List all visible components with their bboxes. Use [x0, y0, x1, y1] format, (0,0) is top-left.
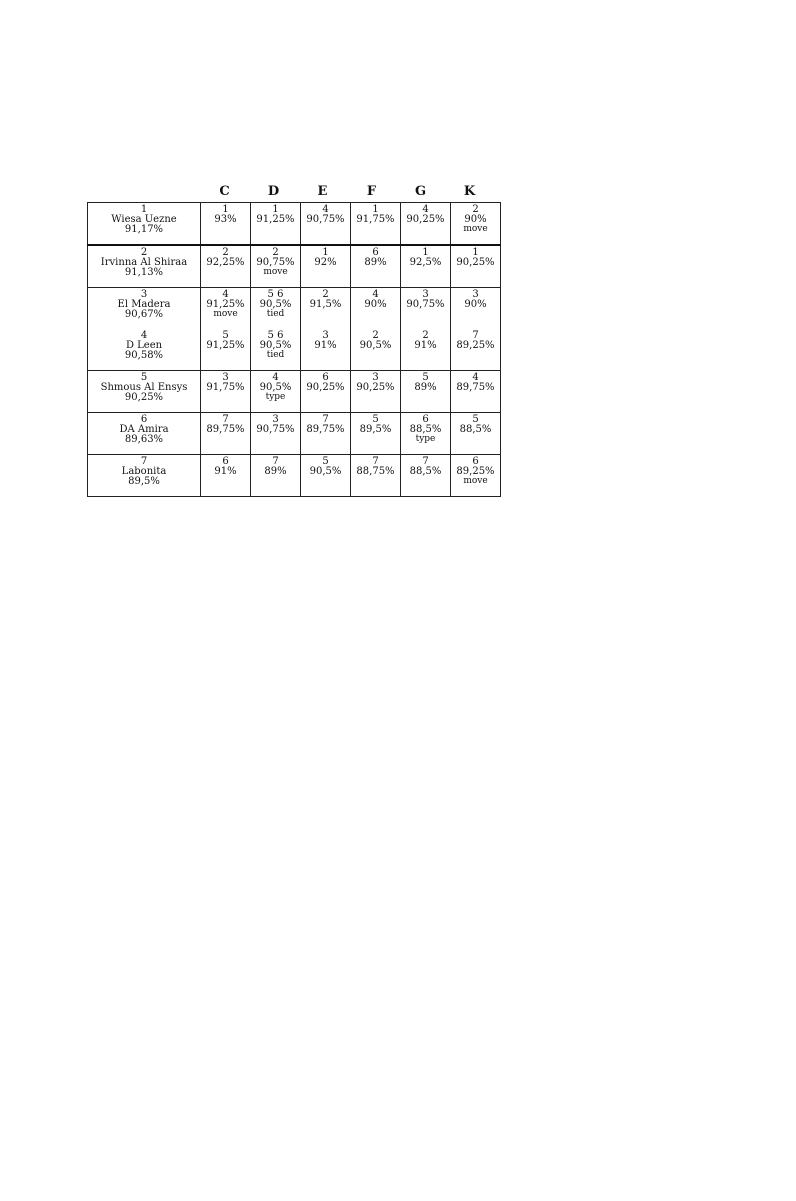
score-rank: 3	[372, 372, 379, 383]
score-cell	[301, 329, 351, 371]
score-cell	[301, 288, 351, 330]
score-rank: 2	[222, 247, 229, 258]
horse-rank: 6	[140, 414, 148, 425]
score-cell	[251, 288, 301, 330]
horse-average: 90,58%	[124, 350, 164, 361]
horse-name: Irvinna Al Shiraa	[100, 257, 188, 268]
score-rank: 6	[472, 456, 479, 467]
horse-cell	[88, 371, 201, 413]
score-percent: 91%	[314, 340, 337, 351]
score-percent: 88,5%	[409, 466, 442, 477]
score-percent: 91,25%	[206, 340, 245, 351]
score-cell	[201, 245, 251, 288]
score-percent: 91,5%	[309, 299, 342, 310]
score-percent: 90,25%	[306, 382, 345, 393]
score-percent: 90,5%	[259, 299, 292, 310]
score-cell	[351, 455, 401, 497]
score-percent: 90,5%	[259, 382, 292, 393]
score-percent: 89,75%	[306, 424, 345, 435]
score-cell	[251, 413, 301, 455]
results-table-body	[88, 203, 501, 497]
horse-name: DA Amira	[119, 424, 169, 435]
score-percent: 90,25%	[406, 214, 445, 225]
score-percent: 90%	[464, 299, 487, 310]
horse-name: El Madera	[117, 299, 171, 310]
score-cell	[451, 371, 501, 413]
score-percent: 89,75%	[206, 424, 245, 435]
table-row	[88, 371, 501, 413]
score-rank: 5 6	[267, 330, 284, 341]
horse-cell	[88, 329, 201, 371]
score-cell	[351, 371, 401, 413]
score-rank: 7	[272, 456, 279, 467]
score-rank: 3	[472, 289, 479, 300]
score-cell	[351, 329, 401, 371]
score-cell	[251, 203, 301, 246]
score-cell	[451, 455, 501, 497]
horse-rank: 2	[140, 247, 148, 258]
score-rank: 6	[422, 414, 429, 425]
score-rank: 5	[472, 414, 479, 425]
score-percent: 89%	[264, 466, 287, 477]
score-rank: 6	[222, 456, 229, 467]
score-cell	[201, 329, 251, 371]
horse-rank: 1	[140, 204, 148, 215]
score-cell	[451, 329, 501, 371]
score-percent: 89,25%	[456, 340, 495, 351]
score-rank: 4	[372, 289, 379, 300]
score-rank: 4	[272, 372, 279, 383]
score-percent: 89%	[364, 257, 387, 268]
score-cell	[201, 288, 251, 330]
score-percent: 90%	[364, 299, 387, 310]
score-percent: 90,5%	[259, 340, 292, 351]
score-percent: 90,5%	[309, 466, 342, 477]
horse-rank: 7	[140, 456, 148, 467]
score-percent: 91,25%	[206, 299, 245, 310]
score-rank: 3	[322, 330, 329, 341]
score-note: move	[463, 476, 488, 486]
score-percent: 89,75%	[456, 382, 495, 393]
score-percent: 89,25%	[456, 466, 495, 477]
horse-rank: 4	[140, 330, 148, 341]
score-percent: 92%	[314, 257, 337, 268]
score-rank: 5	[322, 456, 329, 467]
table-row	[88, 288, 501, 330]
score-percent: 90,75%	[306, 214, 345, 225]
score-percent: 88,5%	[459, 424, 492, 435]
score-note: move	[463, 224, 488, 234]
score-cell	[251, 455, 301, 497]
score-cell	[201, 203, 251, 246]
score-cell	[351, 203, 401, 246]
score-rank: 2	[472, 204, 479, 215]
score-note: tied	[266, 309, 285, 319]
score-percent: 90,5%	[359, 340, 392, 351]
score-cell	[401, 371, 451, 413]
column-header-f: F	[366, 184, 377, 199]
score-rank: 4	[322, 204, 329, 215]
score-rank: 5	[372, 414, 379, 425]
score-rank: 5	[222, 330, 229, 341]
score-percent: 90,75%	[256, 424, 295, 435]
score-rank: 1	[222, 204, 229, 215]
score-cell	[201, 455, 251, 497]
score-rank: 4	[422, 204, 429, 215]
score-percent: 92,5%	[409, 257, 442, 268]
score-percent: 93%	[214, 214, 237, 225]
table-row	[88, 413, 501, 455]
horse-rank: 3	[140, 289, 148, 300]
score-rank: 4	[472, 372, 479, 383]
score-percent: 92,25%	[206, 257, 245, 268]
score-percent: 89%	[414, 382, 437, 393]
score-cell	[251, 371, 301, 413]
score-cell	[401, 413, 451, 455]
score-percent: 91%	[214, 466, 237, 477]
score-cell	[451, 288, 501, 330]
horse-average: 91,13%	[124, 267, 164, 278]
table-row	[88, 329, 501, 371]
score-cell	[401, 288, 451, 330]
score-cell	[451, 413, 501, 455]
score-cell	[301, 203, 351, 246]
horse-average: 90,67%	[124, 309, 164, 320]
score-cell	[401, 455, 451, 497]
score-rank: 3	[222, 372, 229, 383]
score-rank: 1	[322, 247, 329, 258]
score-percent: 90,25%	[456, 257, 495, 268]
score-cell	[351, 288, 401, 330]
score-cell	[451, 245, 501, 288]
score-percent: 91,75%	[206, 382, 245, 393]
column-header-c: C	[219, 184, 230, 199]
score-rank: 7	[222, 414, 229, 425]
horse-cell	[88, 203, 201, 246]
score-rank: 1	[422, 247, 429, 258]
score-rank: 5	[422, 372, 429, 383]
horse-average: 90,25%	[124, 392, 164, 403]
table-row	[88, 455, 501, 497]
score-cell	[351, 245, 401, 288]
horse-name: Wiesa Uezne	[111, 214, 177, 225]
score-percent: 91,75%	[356, 214, 395, 225]
horse-name: Labonita	[121, 466, 167, 477]
score-cell	[401, 329, 451, 371]
horse-name: D Leen	[125, 340, 163, 351]
horse-cell	[88, 288, 201, 330]
score-note: move	[213, 309, 238, 319]
horse-average: 89,63%	[124, 434, 164, 445]
score-rank: 2	[422, 330, 429, 341]
score-percent: 89,5%	[359, 424, 392, 435]
score-percent: 90,75%	[406, 299, 445, 310]
column-header-k: K	[463, 184, 476, 199]
column-header-g: G	[414, 184, 427, 199]
score-cell	[301, 413, 351, 455]
score-rank: 1	[372, 204, 379, 215]
score-cell	[201, 371, 251, 413]
score-percent: 91,25%	[256, 214, 295, 225]
score-percent: 88,75%	[356, 466, 395, 477]
score-cell	[201, 413, 251, 455]
score-cell	[301, 455, 351, 497]
score-rank: 7	[422, 456, 429, 467]
score-rank: 7	[322, 414, 329, 425]
score-note: move	[263, 267, 288, 277]
horse-cell	[88, 245, 201, 288]
horse-rank: 5	[140, 372, 148, 383]
score-rank: 2	[272, 247, 279, 258]
score-percent: 90,75%	[256, 257, 295, 268]
score-percent: 88,5%	[409, 424, 442, 435]
score-rank: 6	[372, 247, 379, 258]
score-cell	[401, 245, 451, 288]
score-rank: 5 6	[267, 289, 284, 300]
score-cell	[301, 371, 351, 413]
score-rank: 1	[472, 247, 479, 258]
score-cell	[251, 245, 301, 288]
score-rank: 3	[272, 414, 279, 425]
score-rank: 4	[222, 289, 229, 300]
score-percent: 91%	[414, 340, 437, 351]
score-rank: 7	[472, 330, 479, 341]
score-rank: 1	[272, 204, 279, 215]
score-cell	[301, 245, 351, 288]
score-percent: 90,25%	[356, 382, 395, 393]
score-cell	[351, 413, 401, 455]
score-rank: 2	[322, 289, 329, 300]
column-header-row	[87, 183, 501, 202]
score-cell	[401, 203, 451, 246]
score-note: type	[415, 434, 436, 444]
score-cell	[251, 329, 301, 371]
horse-name: Shmous Al Ensys	[100, 382, 188, 393]
score-rank: 7	[372, 456, 379, 467]
score-percent: 90%	[464, 214, 487, 225]
table-row	[88, 203, 501, 246]
score-rank: 3	[422, 289, 429, 300]
results-table	[87, 202, 501, 497]
score-note: tied	[266, 350, 285, 360]
score-cell	[451, 203, 501, 246]
score-rank: 2	[372, 330, 379, 341]
score-note: type	[265, 392, 286, 402]
column-header-e: E	[317, 184, 328, 199]
table-row	[88, 245, 501, 288]
horse-average: 89,5%	[128, 476, 160, 487]
results-table-wrapper	[87, 183, 501, 497]
horse-cell	[88, 455, 201, 497]
horse-average: 91,17%	[124, 224, 164, 235]
horse-cell	[88, 413, 201, 455]
score-rank: 6	[322, 372, 329, 383]
column-header-d: D	[267, 184, 280, 199]
